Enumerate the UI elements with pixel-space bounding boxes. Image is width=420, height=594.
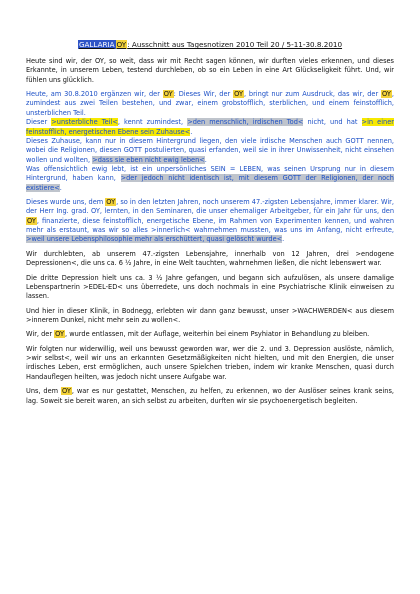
paragraph-helfen <box>26 387 394 406</box>
text-run: , kennt zumindest, <box>117 118 188 127</box>
oy-tag: OY <box>55 330 65 339</box>
oy-tag: OY <box>116 40 127 49</box>
text-run: . <box>282 235 285 244</box>
paragraph-ergaenzung <box>26 90 394 193</box>
highlight-yellow: >unsterbliche Teil< <box>51 118 118 127</box>
text-run: . <box>59 183 62 192</box>
paragraph-seminare <box>26 198 394 245</box>
highlight-gray: >der jedoch nicht identisch ist, mit diesem GOTT der Religionen, der noch existiere< <box>26 174 394 192</box>
text-run: . <box>204 155 207 164</box>
text-run: nicht, und hat <box>303 118 362 127</box>
paragraph-intro: Heute sind wir, der OY, so weit, dass wir mit Recht sagen können, wir durften vieles erkennen, und dieses Erkannte, in unserem Leben, testend durchleben, ob so ein Leben in eine Art Glückseligkeit führt. Und, wir fühlen uns glücklich. <box>26 57 394 84</box>
highlight-gray: >weil unsere Lebensphilosophie mehr als erschüttert, quasi gelöscht wurde< <box>26 235 283 244</box>
paragraph-klinik: Und hier in dieser Klinik, in Bodnegg, erlebten wir dann ganz bewusst, unser >WACHWERDEN< aus diesem >innerem Dunkel, nicht mehr sein zu wollen<. <box>26 306 394 324</box>
highlight-gray: >den menschlich, irdischen Tod< <box>187 118 304 127</box>
highlight-yellow: >in einer feinstofflich, energetischen Ebene sein Zuhause< <box>26 118 394 136</box>
paragraph-entlassen <box>26 330 394 339</box>
oy-tag: OY <box>27 216 36 225</box>
oy-tag: OY <box>106 198 116 207</box>
text-run: Heute, am 30.8.2010 ergänzen wir, der <box>26 90 163 99</box>
text-run: Wir, der <box>26 330 55 339</box>
oy-tag: OY <box>163 90 173 99</box>
header-title: : Ausschnitt aus Tagesnotizen 2010 Teil 20 / 5-11-30.8.2010 <box>127 40 343 49</box>
text-run: Dieser <box>26 118 52 127</box>
paragraph-dritte-depression: Die dritte Depression hielt uns ca. 3 ½ Jahre gefangen, und begann sich aufzulösen, als unsere damalige Lebenspartnerin >EDEL-ED< uns überredete, uns doch nochmals in eine Psychiatrische Klinik einweisen zu lassen. <box>26 273 394 301</box>
text-run: Dieses Zuhause, kann nur in diesem Hintergrund liegen, den viele irdische Menschen auch GOTT nennen, wobei die Religionen, diesen GOTT postulierten, quasi erfanden, weil sie in ihrer Unwissenheit, nicht einsehen wollen und wollten, <box>26 136 394 164</box>
paragraph-widerwillig: Wir folgten nur widerwillig, weil uns bewusst geworden war, wer die 2. und 3. Depression auslöste, nämlich, >wir selbst<, weil wir uns an erkannten Gesetzmäßigkeiten nicht hielten, und mit den Energien, die unser irdisches Leben, erst ermöglichen, auch unsere Spielchen trieben, indem wir kranke Menschen, quasi durch Handauflegen heilten, was jedoch nicht unsere Aufgabe war. <box>26 344 394 381</box>
oy-tag: OY <box>382 90 391 99</box>
text-run: . <box>190 127 193 136</box>
text-run: , war es nur gestattet, Menschen, zu helfen, zu erkennen, wo der Auslöser seines krank seins, lag. Soweit sie bereit waren, an sich selbst zu arbeiten, durften wir sie psychoenergetisch begleiten. <box>26 387 394 405</box>
oy-tag: OY <box>61 387 71 396</box>
gallaria-label: GALLARIA <box>78 40 115 49</box>
text-run: , zumindest aus zwei Teilen bestehen, und zwar, einem grobstofflich, sterblichen, und einem feinstofflich, unsterblichen Teil. <box>26 90 394 117</box>
text-run: Dieses wurde uns, dem <box>26 198 106 207</box>
document-header <box>26 40 394 49</box>
text-run: : Dieses Wir, der <box>173 90 234 99</box>
text-run: Uns, dem <box>26 387 61 396</box>
text-run: , bringt nur zum Ausdruck, das wir, der <box>243 90 382 99</box>
oy-tag: OY <box>234 90 243 99</box>
paragraph-depressionen: Wir durchlebten, ab unserem 47.-zigsten Lebensjahre, innerhalb von 12 Jahren, drei >endogene Depressionen<, die uns ca. 6 ½ Jahre, in eine Welt tauchten, wahrnehmen ließen, die nicht lebenswert war. <box>26 249 394 268</box>
text-run: , so in den letzten Jahren, noch unserem 47.-zigsten Lebensjahre, immer klarer. Wir, der Herr Ing. grad. OY, lernten, in den Seminaren, die unser ehemaliger Arbeitgeber, für ein Jahr für uns, den <box>26 198 394 216</box>
text-run: , wurde entlassen, mit der Auflage, weiterhin bei einem Psyhiator in Behandlung zu bleiben. <box>65 330 370 339</box>
text-run: , finanzierte, diese feinstofflich, energetische Ebene, im Rahmen von Experimenten kennen, und wahren mehr als erstaunt, was wir so alles >innerlich< wahrnehmen mussten, was uns im Anfang, nicht erfreute, <box>26 216 394 235</box>
highlight-gray: >dass sie eben nicht ewig leben< <box>92 155 205 164</box>
text-run: Was offensichtlich ewig lebt, ist ein unpersönliches SEIN = LEBEN, was seinen Ursprung nur in diesem Hintergrund, haben kann, <box>26 164 394 183</box>
